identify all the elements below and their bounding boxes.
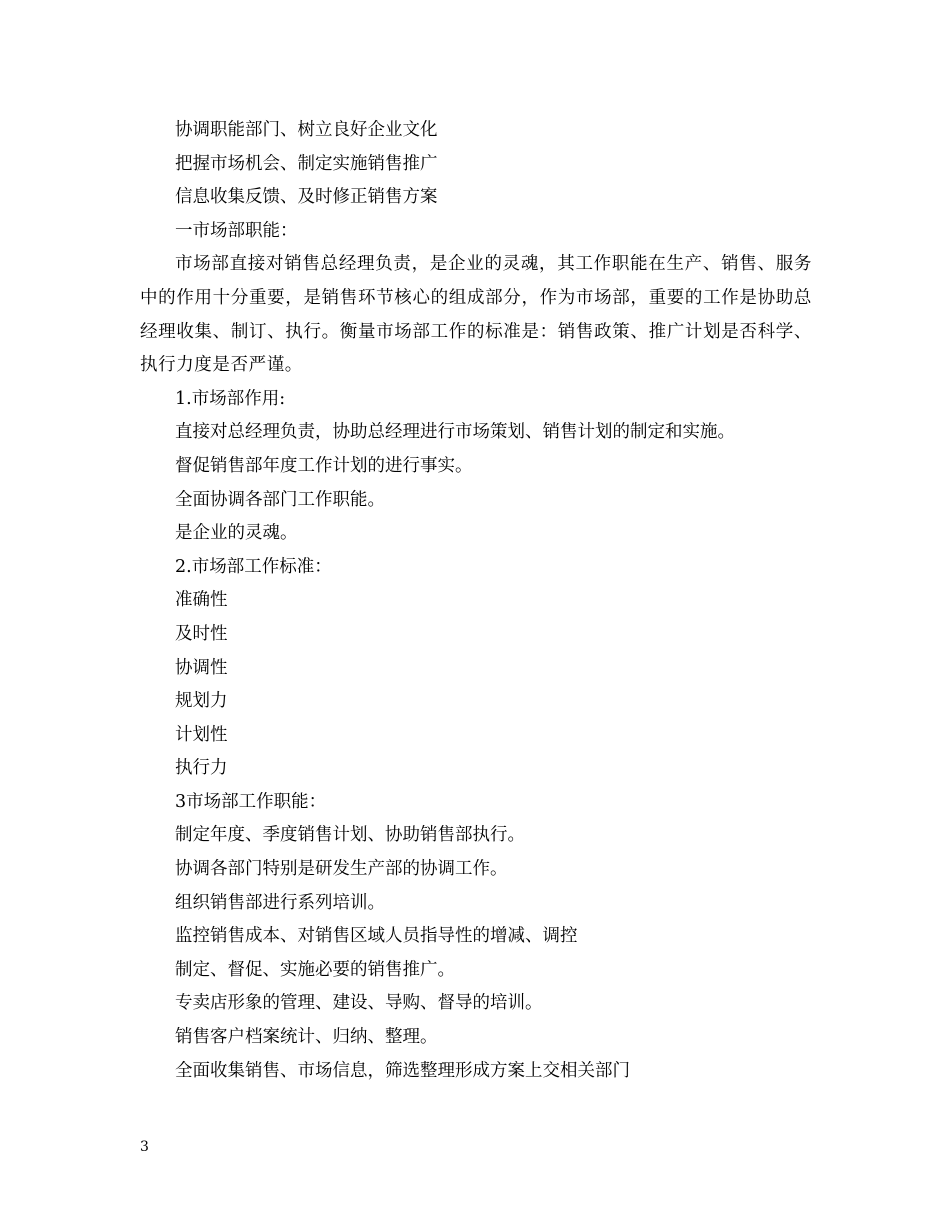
text-line: 把握市场机会、制定实施销售推广 [175,153,438,174]
body-paragraph: 市场部直接对销售总经理负责，是企业的灵魂，其工作职能在生产、销售、服务中的作用十分重要，是销售环节核心的组成部分，作为市场部，重要的工作是协助总经理收集、制订、执行。衡量市场部工作的标准是：销售政策、推广计划是否科学、执行力度是否严谨。 [140,254,812,376]
list-item: 专卖店形象的管理、建设、导购、督导的培训。 [175,993,543,1014]
page-number: 3 [140,1139,149,1155]
list-item: 制定年度、季度销售计划、协助销售部执行。 [175,825,525,846]
list-item: 及时性 [175,623,228,644]
section-heading: 一市场部职能： [175,220,298,241]
section-heading: 1.市场部作用: [175,388,286,409]
list-item: 协调性 [175,657,228,678]
text-line: 协调职能部门、树立良好企业文化 [175,120,438,140]
list-item: 监控销售成本、对销售区域人员指导性的增减、调控 [175,926,578,947]
list-item: 全面协调各部门工作职能。 [175,489,385,510]
section-heading: 3市场部工作职能： [175,791,327,812]
list-item: 是企业的灵魂。 [175,523,298,544]
list-item: 直接对总经理负责，协助总经理进行市场策划、销售计划的制定和实施。 [175,422,735,443]
list-item: 销售客户档案统计、归纳、整理。 [175,1027,438,1048]
list-item: 全面收集销售、市场信息，筛选整理形成方案上交相关部门 [175,1060,630,1081]
list-item: 准确性 [175,590,228,611]
list-item: 组织销售部进行系列培训。 [175,892,385,913]
list-item: 督促销售部年度工作计划的进行事实。 [175,455,473,476]
document-body [140,114,812,1088]
list-item: 规划力 [175,691,228,712]
list-item: 执行力 [175,758,228,779]
list-item: 制定、督促、实施必要的销售推广。 [175,959,455,980]
section-heading: 2.市场部工作标准： [175,556,332,577]
list-item: 计划性 [175,724,228,745]
text-line: 信息收集反馈、及时修正销售方案 [175,187,438,208]
list-item: 协调各部门特别是研发生产部的协调工作。 [175,859,508,880]
